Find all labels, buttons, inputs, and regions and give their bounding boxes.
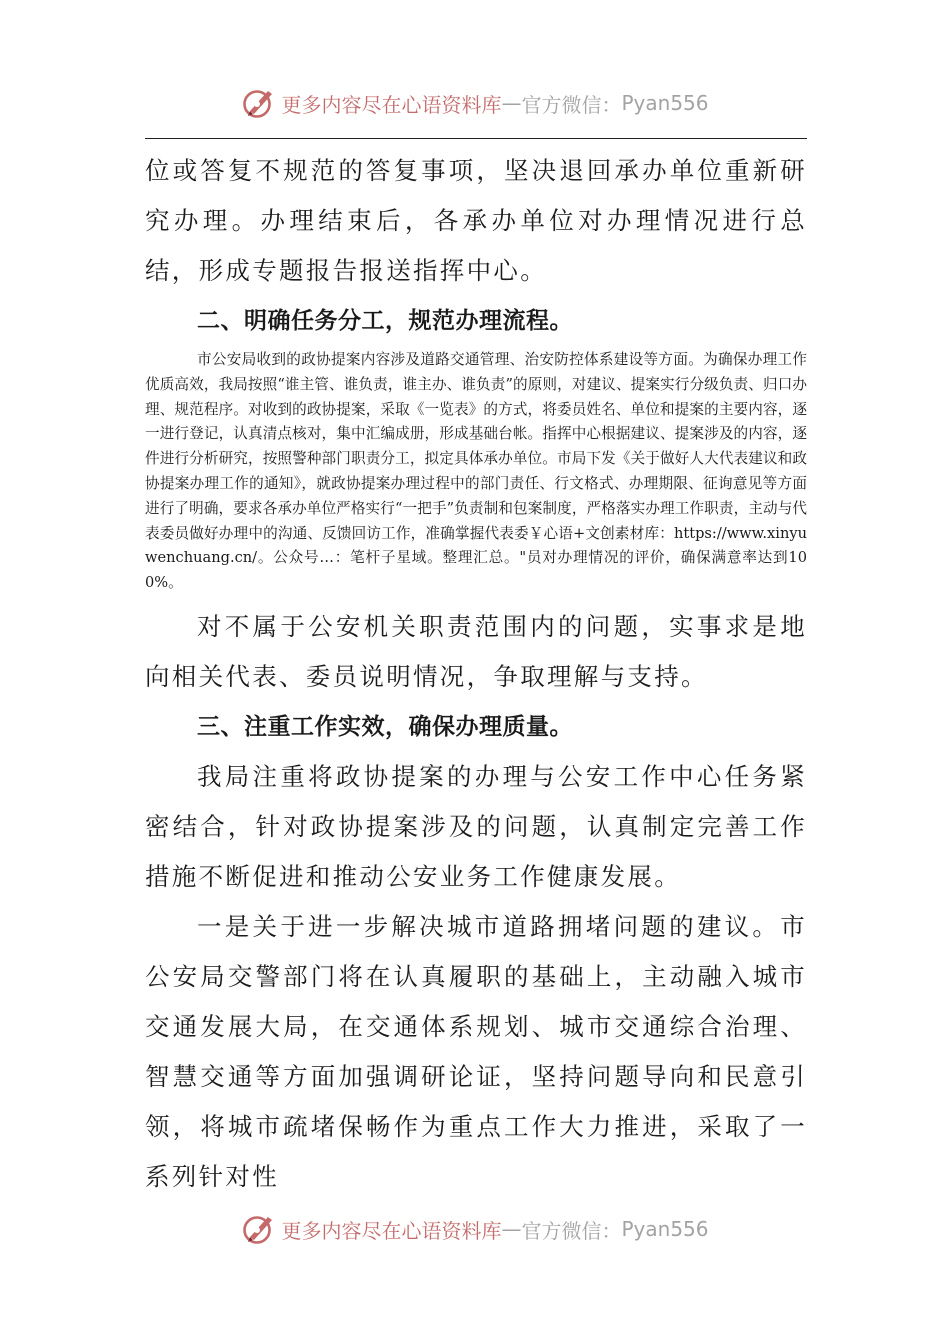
header-wechat-id: Pyan556 [621, 91, 709, 115]
section-heading-3: 三、注重工作实效，确保办理质量。 [197, 713, 573, 740]
paragraph-traffic-congestion: 一是关于进一步解决城市道路拥堵问题的建议。市公安局交警部门将在认真履职的基础上，主动融入城市交通发展大局，在交通体系规划、城市交通综合治理、智慧交通等方面加强调研论证，坚持问题导向和民意引领，将城市疏堵保畅作为重点工作大力推进，采取了一系列针对性 [145, 911, 807, 1191]
footer-wechat-label: 官方微信： [521, 1218, 622, 1243]
paragraph-effectiveness: 我局注重将政协提案的办理与公安工作中心任务紧密结合，针对政协提案涉及的问题，认真制定完善工作措施不断促进和推动公安业务工作健康发展。 [145, 761, 807, 891]
footer-dash: — [501, 1217, 522, 1241]
header-wechat-label: 官方微信： [521, 92, 622, 117]
paragraph-out-of-scope: 对不属于公安机关职责范围内的问题，实事求是地向相关代表、委员说明情况，争取理解与支持。 [145, 611, 807, 691]
header-divider [145, 138, 807, 139]
footer-wechat-id: Pyan556 [621, 1217, 709, 1241]
footer-brand-text: 更多内容尽在心语资料库 [281, 1218, 502, 1243]
section-heading-2: 二、明确任务分工，规范办理流程。 [197, 308, 573, 334]
footer-banner [0, 1206, 950, 1252]
document-body [145, 146, 807, 1202]
paragraph-continued: 位或答复不规范的答复事项，坚决退回承办单位重新研究办理。办理结束后，各承办单位对办理情况进行总结，形成专题报告报送指挥中心。 [145, 156, 807, 285]
header-dash: — [501, 91, 522, 115]
pen-circle-logo-icon [241, 85, 277, 121]
paragraph-task-division: 市公安局收到的政协提案内容涉及道路交通管理、治安防控体系建设等方面。为确保办理工作优质高效，我局按照“谁主管、谁负责，谁主办、谁负责”的原则，对建议、提案实行分级负责、归口办理、规范程序。对收到的政协提案，采取《一览表》的方式，将委员姓名、单位和提案的主要内容，逐一进行登记，认真清点核对，集中汇编成册，形成基础台帐。指挥中心根据建议、提案涉及的内容，逐件进行分析研究，按照警种部门职责分工，拟定具体承办单位。市局下发《关于做好人大代表建议和政协提案办理工作的通知》，就政协提案办理过程中的部门责任、行文格式、办理期限、征询意见等方面进行了明确，要求各承办单位严格实行“一把手”负责制和包案制度，严格落实办理工作职责，主动与代表委员做好办理中的沟通、反馈回访工作，准确掌握代表委￥心语+文创素材库：https://www.xinyuwenchuang.cn/。公众号…：笔杆子星域。整理汇总。"员对办理情况的评价，确保满意率达到100%。 [145, 351, 807, 592]
header-brand-text: 更多内容尽在心语资料库 [281, 92, 502, 117]
pen-circle-logo-icon [241, 1211, 277, 1247]
header-banner [0, 80, 950, 126]
